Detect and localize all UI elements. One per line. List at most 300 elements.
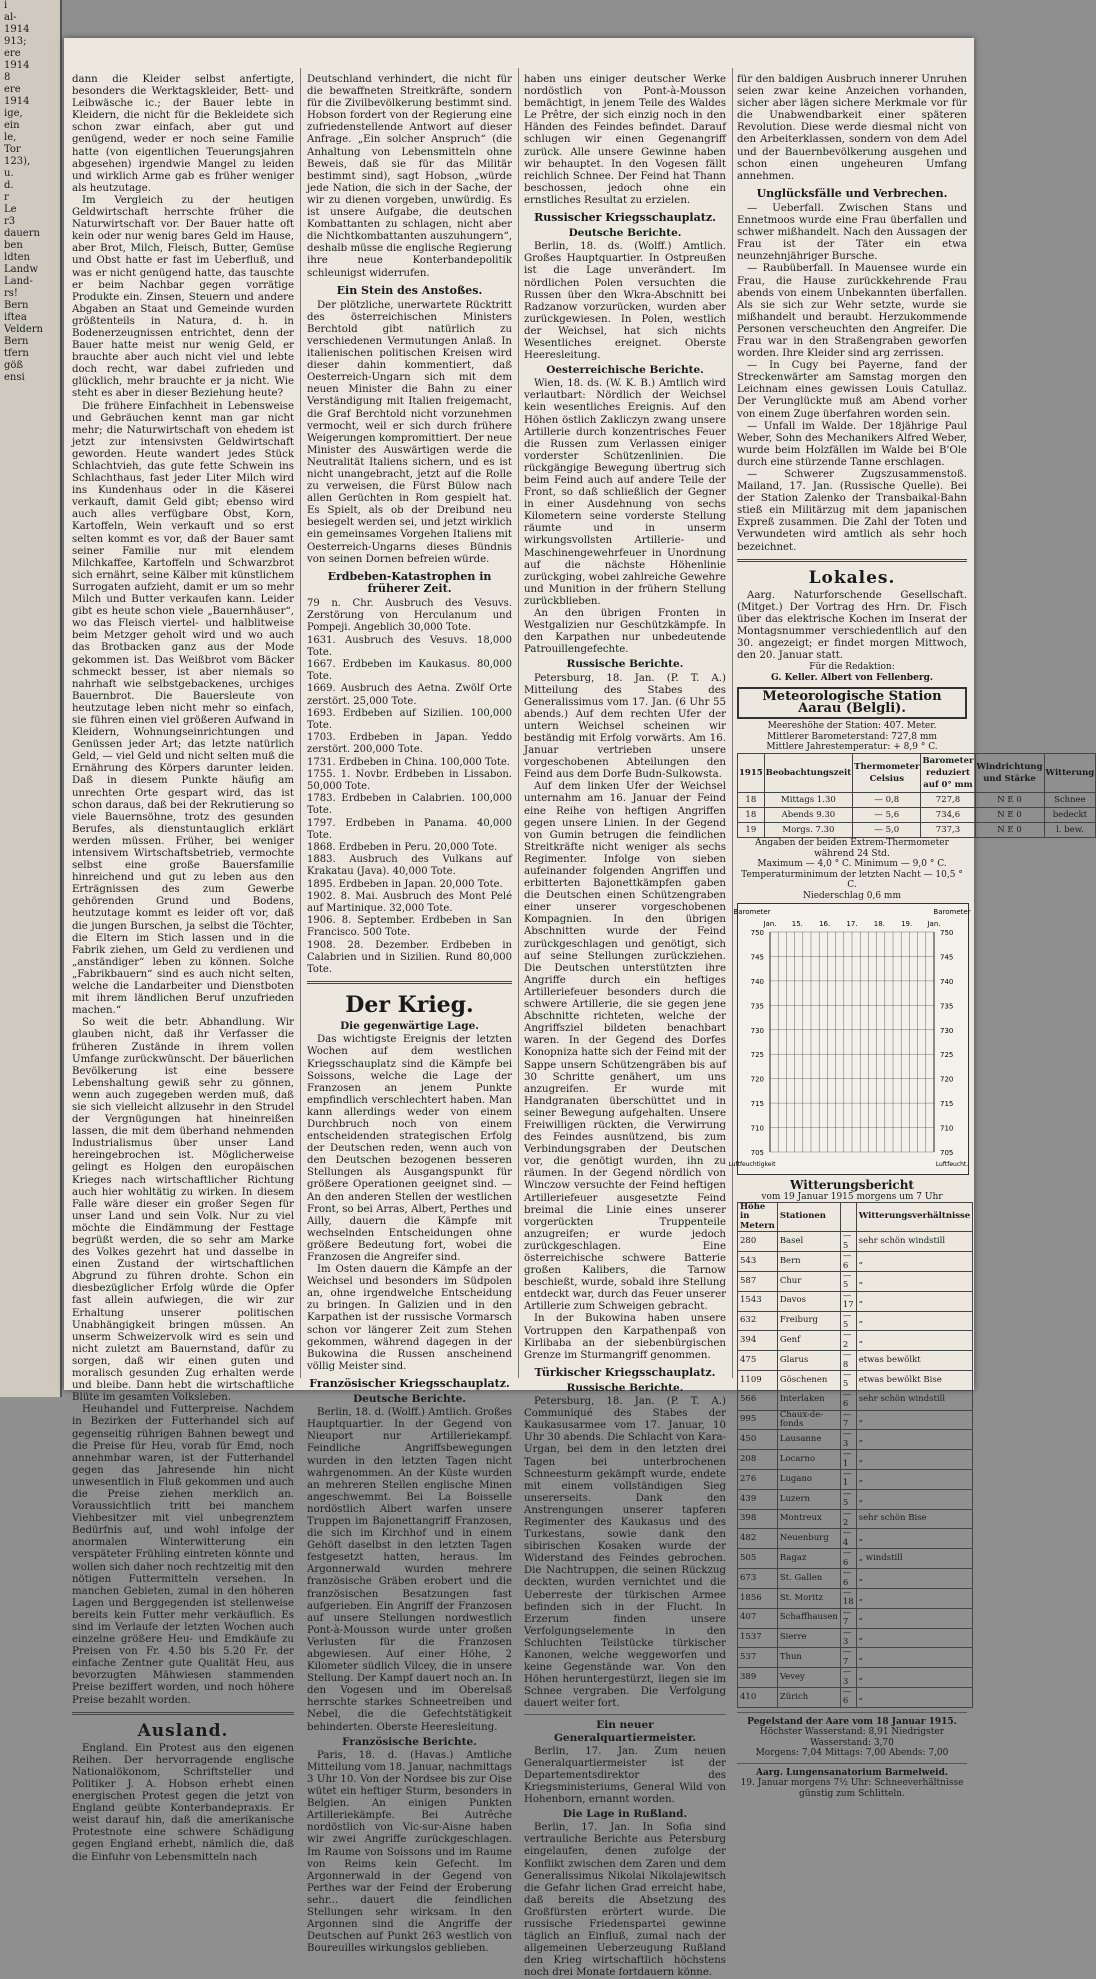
divider — [72, 1712, 294, 1715]
table-cell: „ — [856, 1410, 973, 1430]
strip-line: 123), — [4, 156, 31, 167]
table-row — [738, 1648, 973, 1668]
wb-title: Witterungsbericht — [790, 1178, 914, 1193]
table-row — [738, 1628, 973, 1648]
baro-tick-label: 720 — [940, 1076, 954, 1085]
baro-tick-label: 705 — [940, 1149, 954, 1158]
fr-text-2: Paris, 18. d. (Havas.) Amtliche Mitteilung vom 18. Januar, nachmittags 3 Uhr 10. Von der Nordsee bis zur Oise wütet ein heftiger Sturm, besonders in Belgien. An einigen Punkten Artilleriekämpfe. Bei Autrêche nordöstlich von Vic-sur-Aisne haben wir zwei Angriffe zurückgeschlagen. Im Raume von Soissons und im Raume von Reims kein Gefecht. Im Argonnerwald in der Gegend von Perthes war der Feind der Eroberung sehr... dauert die feindlichen Stellungen sehr wirksam. In den Argonnen sind die Angriffe der Deutschen auf Punkt 263 westlich von Boureuilles wirkungslos geblieben. — [307, 1749, 512, 1955]
gq-heading: Ein neuer Generalquartiermeister. — [553, 1719, 697, 1744]
baro-tick-label: 750 — [750, 929, 764, 938]
table-cell: bedeckt — [1044, 808, 1096, 823]
table-cell: 1543 — [738, 1291, 778, 1311]
table-cell: 19 — [738, 823, 765, 838]
table-cell: Davos — [777, 1291, 840, 1311]
strip-line: dauern — [4, 228, 40, 239]
barograph-svg — [728, 904, 971, 1172]
strip-line: ensi — [4, 372, 25, 383]
table-cell: — 3 — [840, 1628, 856, 1648]
table-cell: — 5 — [840, 1370, 856, 1390]
table-row — [738, 1608, 973, 1628]
table-cell: — 2 — [840, 1331, 856, 1351]
table-row — [738, 1271, 973, 1291]
strip-line: r3 — [4, 216, 16, 227]
rl-heading: Die Lage in Rußland. — [562, 1808, 688, 1821]
table-cell: Luzern — [777, 1489, 840, 1509]
divider — [737, 1712, 967, 1713]
strip-line: le, — [4, 132, 17, 143]
sana-text: 19. Januar morgens 7½ Uhr: Schneeverhältnisse günstig zum Schlitteln. — [740, 1778, 964, 1799]
table-cell: — 0,8 — [853, 793, 921, 808]
table-row — [738, 793, 1096, 808]
table-cell: sehr schön windstill — [856, 1390, 973, 1410]
oe-heading: Oesterreichische Berichte. — [546, 364, 704, 377]
baro-tick-label: 715 — [750, 1100, 764, 1109]
baro-foot: Luftfeucht. — [935, 1161, 969, 1169]
table-cell: „ — [856, 1569, 973, 1589]
list-item: 1908. 28. Dezember. Erdbeben in Calabrien und in Sizilien. Rund 80,000 Tote. — [307, 939, 512, 976]
adjacent-page-strip — [0, 0, 62, 1397]
list-item: 1883. Ausbruch des Vulkans auf Krakatau (Java). 40,000 Tote. — [307, 854, 512, 878]
column-4 — [728, 74, 1095, 1799]
strip-line: göß — [4, 360, 24, 371]
table-cell: — 7 — [840, 1608, 856, 1628]
strip-line: ere — [4, 48, 21, 59]
table-header: Witterung — [1044, 753, 1096, 792]
rb-text-3: In der Bukowina haben unsere Vortruppen den Karpathenpaß von Kirlibaba an der siebenbürgischen Grenze im Sturmangriff genommen. — [524, 1313, 726, 1361]
erdbeben-heading: Erdbeben-Katastrophen in früherer Zeit. — [327, 569, 492, 595]
table-cell: sehr schön windstill — [856, 1232, 973, 1252]
strip-line: Veldern — [4, 324, 43, 335]
table-cell: — 5,6 — [853, 808, 921, 823]
ausland-text: England. Ein Protest aus den eigenen Reihen. Der hervorragende englische Nationalökonom, Schriftsteller und Politiker J. A. Hobson erhebt einen energischen Protest gegen die jetzt von England geübte Konterbandepraxis. Er weist darauf hin, daß die amerikanische Protestnote eine schwere Schädigung gegen England erhebt, nämlich die, daß die Einfuhr von Lebensmitteln nach — [72, 1742, 294, 1863]
table-header — [840, 1203, 856, 1232]
list-item: 1783. Erdbeben in Calabrien. 100,000 Tote. — [307, 793, 512, 817]
paragraph: Deutschland verhindert, die nicht für die bewaffneten Streitkräfte, sondern für die Zivilbevölkerung bestimmt sind. Hobson fordert von der Regierung eine zufriedenstellende Antwort auf dieser Anfrage. „Ein solcher Anspruch“ (die Anhaltung von Lebensmitteln ohne Beweis, daß sie für das Militär bestimmt sind), sagt Hobson, „würde jede Nation, die sich in der Sache, der wir zu dienen vorgeben, unwürdig. Es ist unsere Aufgabe, die deutschen Kombattanten zu schlagen, nicht aber die Nichtkombattanten auszuhungern“, deshalb müsse die englische Regierung ihre neue Konterbandepolitik schleunigst widerrufen. — [307, 74, 512, 279]
list-item: 1868. Erdbeben in Peru. 20,000 Tote. — [307, 842, 498, 853]
table-cell: „ — [856, 1470, 973, 1490]
table-cell: — 6 — [840, 1687, 856, 1707]
baro-date-label: 15. — [791, 920, 803, 929]
baro-tick-label: 745 — [750, 953, 764, 962]
table-cell: Schaffhausen — [777, 1608, 840, 1628]
lage-heading: Die gegenwärtige Lage. — [340, 1020, 479, 1033]
col3-intro: haben uns einiger deutscher Werke nordöstlich von Pont-à-Mousson bemächtigt, in jenem Teile des Waldes Le Prêtre, der sich einzig noch in den Händen des Feindes befindet. Darauf schlugen wir einen Gegenangriff zurück. Alle unsere Gewinne haben wir behauptet. In den Vogesen fällt reichlich Schnee. Der Feind hat Thann beschossen, jedoch ohne ein ernstliches Resultat zu erzielen. — [524, 74, 726, 206]
de-berichte-heading: Deutsche Berichte. — [568, 227, 682, 240]
strip-line: d. — [4, 180, 14, 191]
column-rule — [732, 68, 733, 1378]
table-cell: 407 — [738, 1608, 778, 1628]
oe-text: Wien, 18. ds. (W. K. B.) Amtlich wird verlautbart: Nördlich der Weichsel kein wesentliches Ereignis. Auf den Höhen östlich Zakliczyn zwang unsere Artillerie durch konzentrisches Feuer die Russen zum Verlassen einiger vorderster Schützenlinien. Die rückgängige Bewegung übertrug sich beim Feind auch auf andere Teile der Front, so daß schließlich der Gegner in einer Ausdehnung von sechs Kilometern seine vorderste Stellung räumte und in unserm wirkungsvollsten Artillerie- und Maschinengewehrfeuer in Unordnung auf die nächste Höhenlinie zurückging, wobei zahlreiche Gewehre und Munition in der frühern Stellung zurückblieben. — [524, 378, 726, 607]
table-cell: l. bew. — [1044, 823, 1096, 838]
table-cell: „ — [856, 1430, 973, 1450]
column-2 — [307, 74, 512, 1955]
table-cell: „ — [856, 1331, 973, 1351]
table-cell: „ — [856, 1450, 973, 1470]
table-header: Barometer reduziert auf 0° mm — [921, 753, 975, 792]
table-header: Windrichtung und Stärke — [975, 753, 1044, 792]
table-cell: — 1 — [840, 1450, 856, 1470]
baro-tick-label: 745 — [940, 953, 954, 962]
krieg-heading: Der Krieg. — [345, 992, 474, 1019]
baro-date-label: 18. — [873, 920, 885, 929]
table-cell: „ — [856, 1588, 973, 1608]
divider — [737, 559, 967, 562]
table-row — [738, 1687, 973, 1707]
table-cell: 737,3 — [921, 823, 975, 838]
strip-line: Le — [4, 204, 17, 215]
ru-text: Berlin, 18. ds. (Wolff.) Amtlich. Großes Hauptquartier. In Ostpreußen ist die Lage unverändert. Im nördlichen Polen versuchten die Russen über den Wkra-Abschnitt bei Radzanow vorzurücken, wurden aber zurückgewiesen. In Polen, westlich der Weichsel, hat sich nichts Wesentliches ereignet. Oberste Heeresleitung. — [524, 241, 726, 362]
table-cell: 995 — [738, 1410, 778, 1430]
baro-tick-label: 740 — [940, 978, 954, 987]
table-cell: Zürich — [777, 1687, 840, 1707]
baro-tick-label: 715 — [940, 1100, 954, 1109]
table-row — [738, 1370, 973, 1390]
table-cell: Glarus — [777, 1351, 840, 1371]
strip-line: rs! — [4, 288, 18, 299]
strip-line: 1914 — [4, 60, 30, 71]
table-cell: Locarno — [777, 1450, 840, 1470]
table-cell: 632 — [738, 1311, 778, 1331]
table-header: Witterungsverhältnisse — [856, 1203, 973, 1232]
list-item: 79 n. Chr. Ausbruch des Vesuvs. Zerstörung von Herculanum und Pompeji. Angeblich 30,000 Tote. — [307, 597, 512, 634]
table-cell: — 7 — [840, 1410, 856, 1430]
table-cell: 208 — [738, 1450, 778, 1470]
list-item: 1755. 1. Novbr. Erdbeben in Lissabon. 50,000 Tote. — [307, 768, 512, 792]
table-cell: 1856 — [738, 1588, 778, 1608]
oe-text-2: An den übrigen Fronten in Westgalizien nur Geschützkämpfe. In den Karpathen nur unbedeutende Patrouillengefechte. — [524, 608, 726, 656]
table-cell: — 5 — [840, 1232, 856, 1252]
table-cell: N E 0 — [975, 808, 1044, 823]
table-cell: „ — [856, 1271, 973, 1291]
column-3 — [524, 74, 726, 1979]
table-cell: — 5 — [840, 1489, 856, 1509]
table-cell: Lugano — [777, 1470, 840, 1490]
gq-text: Berlin, 17. Jan. Zum neuen Generalquartiermeister ist der Departementsdirektor des Kriegsministeriums, General Wild von Hohenborn, ernannt worden. — [524, 1745, 726, 1806]
newspaper-page — [64, 38, 1095, 1979]
table-cell: Abends 9.30 — [764, 808, 852, 823]
stein-text: Der plötzliche, unerwartete Rücktritt des österreichischen Ministers Berchtold gibt natürlich zu verschiedenen Vermutungen Anlaß. In italienischen politischen Kreisen wird dieser dahin kommentiert, daß Oesterreich-Ungarn sich mit dem neuen Minister die Bahn zu einer Verständigung mit Italien freigemacht, die Graf Berchtold nicht vorzunehmen vermocht, weil er sich durch frühere Weigerungen kompromittiert. Der neue Minister des Auswärtigen werde die Neutralität Italiens sichern, und es ist nicht unangebracht, jetzt auf die Rolle zu verweisen, die Fürst Bülow nach allen Gerüchten in Rom gespielt hat. Es Spielt, als ob der Dreibund neu besiegelt werden sei, und jetzt wirklich ein gemeinsames Vorgehen Italiens mit Oesterreich-Ungarns dieses Bündnis von seinen Dornen befreien würde. — [307, 299, 512, 565]
unf-heading: Unglücksfälle und Verbrechen. — [756, 186, 948, 200]
table-row — [738, 1390, 973, 1410]
divider — [737, 1763, 967, 1764]
baro-tick-label: 735 — [940, 1002, 954, 1011]
table-header: Höhe in Metern — [738, 1203, 778, 1232]
table-cell: 566 — [738, 1390, 778, 1410]
baro-tick-label: 740 — [750, 978, 764, 987]
baro-label: Barometer — [733, 908, 771, 917]
lokales-heading: Lokales. — [808, 567, 896, 588]
rl-text: Berlin, 17. Jan. In Sofia sind vertrauliche Berichte aus Petersburg eingelaufen, denen zufolge der Konflikt zwischen dem Zaren und dem Generalissimus Nikolai Nikolajewitsch die Gefahr lichen Grad erreicht habe, daß bereits die Absetzung des Großfürsten erörtert wurde. Die russische Friedenspartei gewinne täglich an Einfluß, zumal nach der allgemeinen Ueberzeugung Rußland den Krieg wirtschaftlich höchstens noch drei Monate fortdauern könne. — [524, 1822, 726, 1979]
table-cell: Morgs. 7.30 — [764, 823, 852, 838]
baro-foot: Luftfeuchtigkeit — [728, 1161, 776, 1169]
table-cell: etwas bewölkt — [856, 1351, 973, 1371]
column-rule — [518, 68, 519, 1378]
table-row — [738, 1232, 973, 1252]
table-cell: sehr schön Bise — [856, 1509, 973, 1529]
table-cell: 673 — [738, 1569, 778, 1589]
strip-line: i — [4, 0, 8, 11]
table-cell: „ — [856, 1311, 973, 1331]
lage-text: Das wichtigste Ereignis der letzten Wochen auf dem westlichen Kriegsschauplatz sind die Kämpfe bei Soissons, welche die Lage der Franzosen an jenem Punkte empfindlich verschlechtert haben. Man kann allerdings weder von einem Durchbruch noch von einem entscheidenden strategischen Erfolg der Deutschen reden, wenn auch von den Deutschen bezogenen besseren Stellungen als Ausgangspunkt für größere Operationen geeignet sind. — An den anderen Stellen der westlichen Front, so bei Arras, Albert, Perthes und Ailly, dauern die Kämpfe mit wechselnden Entscheidungen ohne größere Bedeutung fort, wobei die Franzosen die Angreifer sind. — [307, 1034, 512, 1264]
table-cell: — 5 — [840, 1271, 856, 1291]
strip-line: 1914 — [4, 96, 30, 107]
paragraph: Im Vergleich zu der heutigen Geldwirtschaft herrschte früher die Naturwirtschaft vor. Der Bauer hatte oft kein oder nur wenig bares Geld im Hause, aber Brot, Milch, Fleisch, Butter, Gemüse und Obst hatte er fast im Ueberfluß, und was er nicht genügend hatte, das tauschte er beim Nachbar gegen vorrätige Produkte ein. Zinsen, Steuern und andere Abgaben an Staat und Gemeinde wurden größtenteils in Natura, d. h. in Bodenerzeugnissen entrichtet, denn der Bauer hatte meist nur wenig Geld, er brauchte aber auch nicht viel und lebte doch recht, war dabei zufrieden und glücklich, mehr brauchte er ja nicht. Wie steht es aber in dieser Beziehung heute? — [72, 194, 294, 400]
table-cell: „ — [856, 1529, 973, 1549]
table-header: Beobachtungszeit — [764, 753, 852, 792]
pegel2: Höchster Wasserstand: 8,91 Niedrigster Wasserstand: 3,70 — [759, 1727, 945, 1748]
rb-text-2: Auf dem linken Ufer der Weichsel unternahm am 16. Januar der Feind eine Reihe von heftigen Angriffen gegen unsere Linien. In der Gegend von Gumin betrugen die feindlichen Streitkräfte nicht weniger als sechs Regimenter. Infolge von sieben aufeinander folgenden Angriffen und erbitterten Bajonettkämpfen gaben die Deutschen einen Schützengraben einer unserer vorgeschobenen Kompagnien. In den übrigen Abschnitten wurde der Feind zurückgeschlagen und genötigt, sich auf seine Stellungen zurückziehen. Die Deutschen unterstützten ihre Angriffe durch ein heftiges Artilleriefeuer besonders durch die schwere Artillerie, die sie gegen jene Abschnitte richteten, welche der Angriffsziel bildeten benachbart waren. In der Gegend des Dorfes Konopniza hatte sich der Feind mit der Sappe unsern Schützengräben bis auf 30 Schritte genähert, um uns anzugreifen. Er wurde mit Handgranaten überschüttet und in seiner Bewegung aufgehalten. Unsere Freiwilligen rückten, die Verwirrung des Feindes ausnützend, bis zum Verbindungsgraben der Deutschen vor, die genötigt wurden, ihn zu räumen. In der Gegend nördlich von Winczow versuchte der Feind heftigen Artilleriefeuer ausgesetzte Feind breimal die Linie eines unserer vorgerückten Truppenteile anzugreifen; er wurde jedoch zurückgeschlagen. Eine österreichische schwere Batterie großen Kalibers, die Tarnow beschießt, wurde, sobald ihre Stellung entdeckt war, durch das Feuer unserer Artillerie zum Schweigen gebracht. — [524, 781, 726, 1313]
table-cell: 394 — [738, 1331, 778, 1351]
baro-tick-label: 725 — [750, 1051, 764, 1060]
table-row — [738, 823, 1096, 838]
table-cell: „ — [856, 1489, 973, 1509]
table-cell: Mittags 1.30 — [764, 793, 852, 808]
table-cell: — 6 — [840, 1252, 856, 1272]
table-cell: — 5,0 — [853, 823, 921, 838]
strip-line: 8 — [4, 72, 11, 83]
stein-heading: Ein Stein des Anstoßes. — [336, 283, 483, 297]
unf-text-5: — Schwerer Zugszusammenstoß. Mailand, 17. Jan. (Russische Quelle). Bei der Station Zalenko der Transbaikal-Bahn stieß ein Militärzug mit dem japanischen Expreß zusammen. Die Zahl der Toten und Verwundeten wird amtlich als sehr hoch bezeichnet. — [737, 469, 967, 553]
baro-tick-label: 750 — [940, 929, 954, 938]
table-row — [738, 1588, 973, 1608]
baro-date-label: 16. — [819, 920, 831, 929]
table-cell: 18 — [738, 793, 765, 808]
strip-line: Landw — [4, 264, 39, 275]
baro-tick-label: 730 — [940, 1027, 954, 1036]
table-row — [738, 1351, 973, 1371]
baro-date-label: 17. — [846, 920, 858, 929]
table-cell: — 6 — [840, 1569, 856, 1589]
table-cell: Vevey — [777, 1668, 840, 1688]
table-cell: „ — [856, 1668, 973, 1688]
list-item: 1631. Ausbruch des Vesuvs. 18,000 Tote. — [307, 634, 512, 658]
table-cell: N E 0 — [975, 793, 1044, 808]
table-cell: Chaux-de-fonds — [777, 1410, 840, 1430]
table-cell: „ — [856, 1628, 973, 1648]
list-item: 1667. Erdbeben im Kaukasus. 80,000 Tote. — [307, 658, 512, 683]
table-cell: — 3 — [840, 1668, 856, 1688]
table-cell: — 1 — [840, 1470, 856, 1490]
meteo-sub1: Meereshöhe der Station: 407. Meter. — [767, 721, 937, 732]
table-cell: — 4 — [840, 1529, 856, 1549]
obs-note: Angaben der beiden Extrem-Thermometer während 24 Std. — [755, 838, 949, 859]
col4-intro: für den baldigen Ausbruch innerer Unruhen seien zwar keine Anzeichen vorhanden, sicher aber lägen sichere Merkmale vor für die Unabwendbarkeit einer späteren Revolution. Diese werde diesmal nicht von den Arbeiterklassen, sondern von dem Adel und der Bauernbevölkerung ausgehen und schon einen ungeheuren Umfang annehmen. — [737, 74, 967, 182]
table-row — [738, 1509, 973, 1529]
table-cell: „ — [856, 1687, 973, 1707]
strip-line: tfern — [4, 348, 29, 359]
obs-max: Maximum — 4,0 ° C. Minimum — 9,0 ° C. — [757, 859, 947, 870]
table-cell: „ — [856, 1648, 973, 1668]
table-cell: — 5 — [840, 1311, 856, 1331]
fr-berichte-heading: Französische Berichte. — [342, 1735, 477, 1748]
table-cell: — 6 — [840, 1549, 856, 1569]
paragraph: dann die Kleider selbst anfertigte, besonders die Werktagskleider, Bett- und Leibwäsche ic.; der Bauer lebte in Kleidern, die nicht für die Bekleidete sich schon zwar einfach, aber gut und genügend, weder er noch seine Familie hatte (von eigentlichen Teuerungsjahren abgesehen) irgendwie Mangel zu leiden und wirklich Arme gab es früher weniger als heutzutage. — [72, 74, 294, 194]
table-cell: „ windstill — [856, 1549, 973, 1569]
table-cell: Freiburg — [777, 1311, 840, 1331]
table-cell: 543 — [738, 1252, 778, 1272]
table-cell: 410 — [738, 1687, 778, 1707]
table-header: Thermometer Celsius — [853, 753, 921, 792]
weather-report-table — [737, 1202, 973, 1708]
pegel3: Morgens: 7,04 Mittags: 7,00 Abends: 7,00 — [755, 1748, 949, 1759]
table-cell: Schnee — [1044, 793, 1096, 808]
table-row — [738, 1430, 973, 1450]
unf-text-2: — Raubüberfall. In Mauensee wurde ein Frau, die Hause zurückkehrende Frau abends von einem Unbekannten überfallen. Als sie sich zur Wehr setzte, wurde sie mißhandelt und beraubt. Herzukommende Personen verscheuchten den Angreifer. Die Frau war in den Straßengraben geworfen worden. Ihre Kleider sind arg zerrissen. — [737, 263, 967, 360]
table-cell: Lausanne — [777, 1430, 840, 1450]
unf-text: — Ueberfall. Zwischen Stans und Ennetmoos wurde eine Frau überfallen und schwer mißhandelt. Nach den Aussagen der Frau ist der Täter ein etwa neunzehnjähriger Bursche. — [737, 202, 967, 263]
tu-text: Petersburg, 18. Jan. (P. T. A.) Communiqué des Stabes der Kaukasusarmee vom 17. Januar, 10 Uhr 30 abends. Die Schlacht von Kara-Urgan, bei dem in den letzten drei Tagen bei unterbrochenen Schneesturm gekämpft wurde, endete mit einem vollständigen Sieg unsererseits. Dank den Anstrengungen unserer tapferen Regimenter des Kaukasus und des Turkestans, sowie dank den sibirischen Kosaken wurde der Widerstand des Feindes gebrochen. Die Nachtruppen, die seinen Rückzug deckten, wurden vernichtet und die Ueberreste der türkischen Armee befinden sich in der Flucht. In Erzerum finden unsere Verfolgungselemente in den Schluchten Teilstücke türkischer Kanonen, welche weggeworfen und keine Gegenstände war. Von den Höhen heruntergestürzt, liegen sie im Schnee vergraben. Die Verfolgung dauert weiter fort. — [524, 1396, 726, 1710]
obs-nied: Niederschlag 0,6 mm — [802, 890, 902, 901]
divider — [524, 1714, 726, 1715]
table-row — [738, 1529, 973, 1549]
tu-heading: Türkischer Kriegsschauplatz. — [534, 1365, 716, 1379]
table-row — [738, 1410, 973, 1430]
strip-line: Tor — [4, 144, 21, 155]
strip-line: ben — [4, 240, 23, 251]
table-cell: „ — [856, 1608, 973, 1628]
table-row — [738, 1450, 973, 1470]
table-cell: Ragaz — [777, 1549, 840, 1569]
list-item: 1797. Erdbeben in Panama. 40,000 Tote. — [307, 817, 512, 841]
wb-sub: vom 19 Januar 1915 morgens um 7 Uhr — [761, 1191, 943, 1202]
strip-line: ein — [4, 120, 20, 131]
observation-table — [737, 753, 1096, 839]
table-cell: 276 — [738, 1470, 778, 1490]
table-cell: Chur — [777, 1271, 840, 1291]
divider — [307, 981, 512, 984]
baro-tick-label: 710 — [750, 1125, 764, 1134]
table-cell: 398 — [738, 1509, 778, 1529]
strip-line: ldten — [4, 252, 30, 263]
list-item: 1895. Erdbeben in Japan. 20,000 Tote. — [307, 878, 503, 890]
table-row — [738, 1252, 973, 1272]
fr-text: Berlin, 18. d. (Wolff.) Amtlich. Großes Hauptquartier. In der Gegend von Nieuport nur Artilleriekampf. Feindliche Angriffsbewegungen wurden in den letzten Tagen nicht wahrgenommen. An der Küste wurden an mehreren Stellen englische Minen angeschwemmt. Bei La Boisselle nordöstlich Albert warfen unsere Truppen im Bajonettangriff Franzosen, die sich im Kirchhof und in einem Gehöft daselbst in den letzten Tagen festgesetzt hatten, heraus. Im Argonnerwald wurden mehrere französische Gräben erobert und die französischen Besatzungen fast aufgerieben. Ein Angriff der Franzosen auf unsere Stellungen nordwestlich Pont-à-Mousson wurde unter großen Verlusten für die Franzosen abgewiesen. Auf einer Höhe, 2 Kilometer südlich Vilcey, die in unsere Stellung. Der Kampf dauert noch an. In den Vogesen und im Oberelsaß herrschte starkes Schneetreiben und Nebel, die die Gefechtstätigkeit behinderten. Oberste Heeresleitung. — [307, 1407, 512, 1733]
table-cell: 439 — [738, 1489, 778, 1509]
sana-title: Aarg. Lungensanatorium Barmelweid. — [755, 1767, 949, 1778]
strip-line: ige, — [4, 108, 23, 119]
strip-line: Bern — [4, 300, 29, 311]
table-cell: Interlaken — [777, 1390, 840, 1410]
ru-heading: Russischer Kriegsschauplatz. — [534, 211, 716, 225]
baro-date-label: Jan. — [763, 920, 777, 929]
erdbeben-list — [307, 598, 512, 976]
strip-line: r — [4, 192, 9, 203]
strip-line: iftea — [4, 312, 27, 323]
strip-line: 913; — [4, 36, 27, 47]
table-cell: etwas bewölkt Bise — [856, 1370, 973, 1390]
table-row — [738, 1668, 973, 1688]
table-cell: — 6 — [840, 1390, 856, 1410]
table-cell: Thun — [777, 1648, 840, 1668]
list-item: 1906. 8. September. Erdbeben in San Francisco. 500 Tote. — [307, 915, 512, 939]
lage-text-2: Im Osten dauern die Kämpfe an der Weichsel und besonders im Südpolen an, ohne irgendwelche Entscheidung zu bringen. In Galizien und in den Karpathen ist der russische Vormarsch schon vor längerer Zeit zum Stehen gekommen, während dagegen in der Bukowina die Russen anscheinend völlig Meister sind. — [307, 1264, 512, 1372]
pegel: Pegelstand der Aare vom 18 Januar 1915. — [747, 1716, 957, 1727]
baro-tick-label: 735 — [750, 1002, 764, 1011]
list-item: 1693. Erdbeben auf Sizilien. 100,000 Tote. — [307, 707, 512, 731]
table-row — [738, 1549, 973, 1569]
table-cell: Göschenen — [777, 1370, 840, 1390]
strip-line: Bern — [4, 336, 29, 347]
list-item: 1669. Ausbruch des Aetna. Zwölf Orte zerstört. 25,000 Tote. — [307, 683, 512, 707]
paragraph: Heuhandel und Futterpreise. Nachdem in Bezirken der Futterhandel sich auf gegenseitig rührigen Bahnen bewegt und die Preise für Heu, vorab für Emd, noch annehmbar waren, ist der Futterhandel gegen das Jahresende hin nicht unwesentlich in Fluß gekommen und auch die Preise ziehen merklich an. Voraussichtlich tritt bei manchem Viehbesitzer mit viel unbegrenztem Bedürfnis auf, und wohl infolge der anormalen Winterwitterung ein verspäteter Frühling eintreten könnte und wollen sich daher noch rechtzeitig mit den nötigen Futtermitteln versehen. In manchen Gebieten, zumal in den höheren Lagen und Berggegenden ist stellenweise bereits kein Futter mehr verkäuflich. Es sind im Verlaufe der letzten Wochen auch einzelne größere Heu- und Emdkäufe zu Preisen von Fr. 4.50 bis 5.20 Fr. der einfache Zentner gute Qualität Heu, aus bevorzugten Mähwiesen stammenden Preise beziffert worden, und noch höhere Preise bezahlt worden. — [72, 1404, 294, 1706]
table-header: Stationen — [777, 1203, 840, 1232]
table-header: 1915 — [738, 753, 765, 792]
baro-date-label: 19. — [901, 920, 913, 929]
baro-tick-label: 725 — [940, 1051, 954, 1060]
table-cell: 280 — [738, 1232, 778, 1252]
table-cell: 18 — [738, 808, 765, 823]
lokales-text: Aarg. Naturforschende Gesellschaft. (Mitget.) Der Vortrag des Hrn. Dr. Fisch über das elektrische Kochen im Inserat der Montagsnummer verschiedentlich auf den 30. angezeigt; er findet morgen Mittwoch, den 20. Januar statt. — [737, 589, 967, 662]
table-cell: 389 — [738, 1668, 778, 1688]
unf-text-3: — In Cugy bei Payerne, fand der Streckenwärter am Samstag morgen den Leichnam eines gewissen Louis Catullaz. Der Verunglückte muß am Abend vorher von einem Zuge überfahren worden sein. — [737, 360, 967, 420]
table-row — [738, 1331, 973, 1351]
barograph-chart — [728, 903, 971, 1175]
table-row — [738, 1470, 973, 1490]
baro-tick-label: 720 — [750, 1076, 764, 1085]
table-cell: St. Gallen — [777, 1569, 840, 1589]
baro-date-label: Jan. — [927, 920, 941, 929]
table-cell: 450 — [738, 1430, 778, 1450]
table-cell: St. Moritz — [777, 1588, 840, 1608]
meteo-title: Meteorologische Station Aarau (Belgli). — [737, 687, 967, 719]
tr-heading: Russische Berichte. — [566, 1381, 684, 1394]
table-cell: 734,6 — [921, 808, 975, 823]
strip-line: ere — [4, 84, 21, 95]
redaktion-label: Für die Redaktion: — [809, 662, 895, 673]
de-berichte-heading: Deutsche Berichte. — [353, 1393, 466, 1406]
table-cell: Montreux — [777, 1509, 840, 1529]
table-row — [738, 808, 1096, 823]
table-cell: — 2 — [840, 1509, 856, 1529]
table-cell: „ — [856, 1291, 973, 1311]
unf-text-4: — Unfall im Walde. Der 18jährige Paul Weber, Sohn des Mechanikers Alfred Weber, wurde beim Holzfällen im Walde bei B'Ole durch eine stürzende Tanne erschlagen. — [737, 420, 967, 468]
baro-tick-label: 730 — [750, 1027, 764, 1036]
list-item: 1731. Erdbeben in China. 100,000 Tote. — [307, 756, 510, 768]
list-item: 1703. Erdbeben in Japan. Yeddo zerstört. 200,000 Tote. — [307, 732, 512, 756]
redaktion-names: G. Keller. Albert von Fellenberg. — [770, 672, 933, 683]
table-cell: —17 — [840, 1291, 856, 1311]
table-cell: 1537 — [738, 1628, 778, 1648]
table-cell: Sierre — [777, 1628, 840, 1648]
table-cell: Neuenburg — [777, 1529, 840, 1549]
strip-line: 1914 — [4, 24, 30, 35]
table-cell: Genf — [777, 1331, 840, 1351]
column-1 — [72, 74, 294, 1863]
paragraph: So weit die betr. Abhandlung. Wir glauben nicht, daß ihr Verfasser die früheren Zustände in ihrem vollen Umfange zurückwünscht. Der bäuerlichen Bevölkerung ist eine bessere Lebenshaltung gewiß sehr zu gönnen, wenn auch zugegeben werden muß, daß sie sich vielleicht allzusehr in den Strudel der Vergnügungen hat hineinreißen lassen, die mit dem überhand nehmenden Industrialismus über unser Land hereingebrochen ist. Möglicherweise gelingt es Holgen den europäischen Krieges nach wirtschaftlicher Richtung auch hier wohltätig zu wirken. In diesem Falle wäre dieser ein großer Segen für unser Land und sein Volk. Nur zu viel möchte die Eindämmung der Festtage begrüßt werden, die so sehr am Marke des Volkes gezehrt hat und dasselbe in einen Zustand der wirtschaftlichen Abgrund zu führen drohte. Schon ein diesbezüglicher Erfolg würde die Opfer fast allein aufwiegen, die wir zur Erhaltung unserer politischen Unabhängigkeit bringen müssen. An unserm Schweizervolk wird es sein und nicht zuletzt am Bauernstand, dafür zu sorgen, daß wir einen guten und moralisch gesunden Zug erhalten werde und bleibe. Dann hebt die wirtschaftliche Blüte im gesamten Volksleben. — [72, 1017, 294, 1404]
table-cell: 537 — [738, 1648, 778, 1668]
table-row — [738, 1489, 973, 1509]
table-cell: —18 — [840, 1588, 856, 1608]
baro-tick-label: 710 — [940, 1125, 954, 1134]
table-row — [738, 1569, 973, 1589]
table-cell: „ — [856, 1252, 973, 1272]
table-cell: 475 — [738, 1351, 778, 1371]
ausland-heading: Ausland. — [137, 1720, 229, 1741]
list-item: 1902. 8. Mai. Ausbruch des Mont Pelé auf Martinique. 32,000 Tote. — [307, 890, 512, 915]
fr-heading: Französischer Kriegsschauplatz. — [309, 1376, 510, 1390]
table-cell: — 3 — [840, 1430, 856, 1450]
table-cell: Basel — [777, 1232, 840, 1252]
strip-line: al- — [4, 12, 17, 23]
column-rule — [300, 68, 301, 1378]
table-row — [738, 1311, 973, 1331]
table-cell: — 8 — [840, 1351, 856, 1371]
strip-line: u. — [4, 168, 14, 179]
meteo-sub3: Mittlere Jahrestemperatur: + 8,9 ° C. — [766, 742, 938, 753]
table-row — [738, 1291, 973, 1311]
paragraph: Die frühere Einfachheit in Lebensweise und Gebräuchen kennt man gar nicht mehr; die Naturwirtschaft von ehedem ist jetzt zur intensivsten Geldwirtschaft geworden. Heute wandert jedes Stück Schlachtvieh, das gute fette Schwein ins Schlachthaus, fast jeder Liter Milch wird ins Kundenhaus oder in die Käserei verkauft, damit Geld gibt; ebenso wird auch alles verfügbare Obst, Korn, Kartoffeln, Wein verkauft und so erst selten kommt es vor, daß der Bauer samt seiner Familie nur mit elendem Milchkaffee, Kartoffeln und Schwarzbrot sich ernährt, seine Kälber mit künstlichem Surrogaten aufzieht, damit er um so mehr Milch und Butter verkaufen kann. Leider gibt es heute schon viele „Bauernhäuser“, wo das Fleisch viertel- und halblitweise beim Metzger geholt wird und wo auch das Brotbacken ganz aus der Mode gekommen ist. Das Weißbrot vom Bäcker schmeckt besser, ist aber niemals so nahrhaft wie selbstgebackenes, urchiges Bauernbrot. Die Bauersleute von heutzutage leben nicht mehr so einfach, sie führen einen viel größeren Aufwand in Kleidern, Wohnungseinrichtungen und Genüssen jeder Art; das letzte natürlich Geld, — viel Geld und nicht selten muß die Ernährung des Körpers darunter leiden. Daß in diesem Punkte häufig am unrechten Orte gespart wird, das ist schon daraus, daß bei der Rekrutierung so viele Bauernsöhne, trotz des gesunden Berufes, als dienstuntauglich erklärt werden müssen. Früher, bei weniger intensivem Wirtschaftsbetrieb, vermochte selbst eine große Bauersfamilie hinreichend und gut zu leben aus den Erträgnissen des zum Gewerbe gehörenden Grund und Bodens, heutzutage kommt es leider oft vor, daß die jungen Burschen, ja selbst die Töchter, die Eltern im Stich lassen und in die Fabrik ziehen, um Geld zu verdienen und „anständiger“ leben zu können. Solche „Fabrikbauern“ sind es auch nicht selten, welche die Landarbeiter und Dienstboten mit ihrem ländlichen Beruf unzufrieden machen.“ — [72, 400, 294, 1017]
rb-heading: Russische Berichte. — [566, 658, 684, 671]
